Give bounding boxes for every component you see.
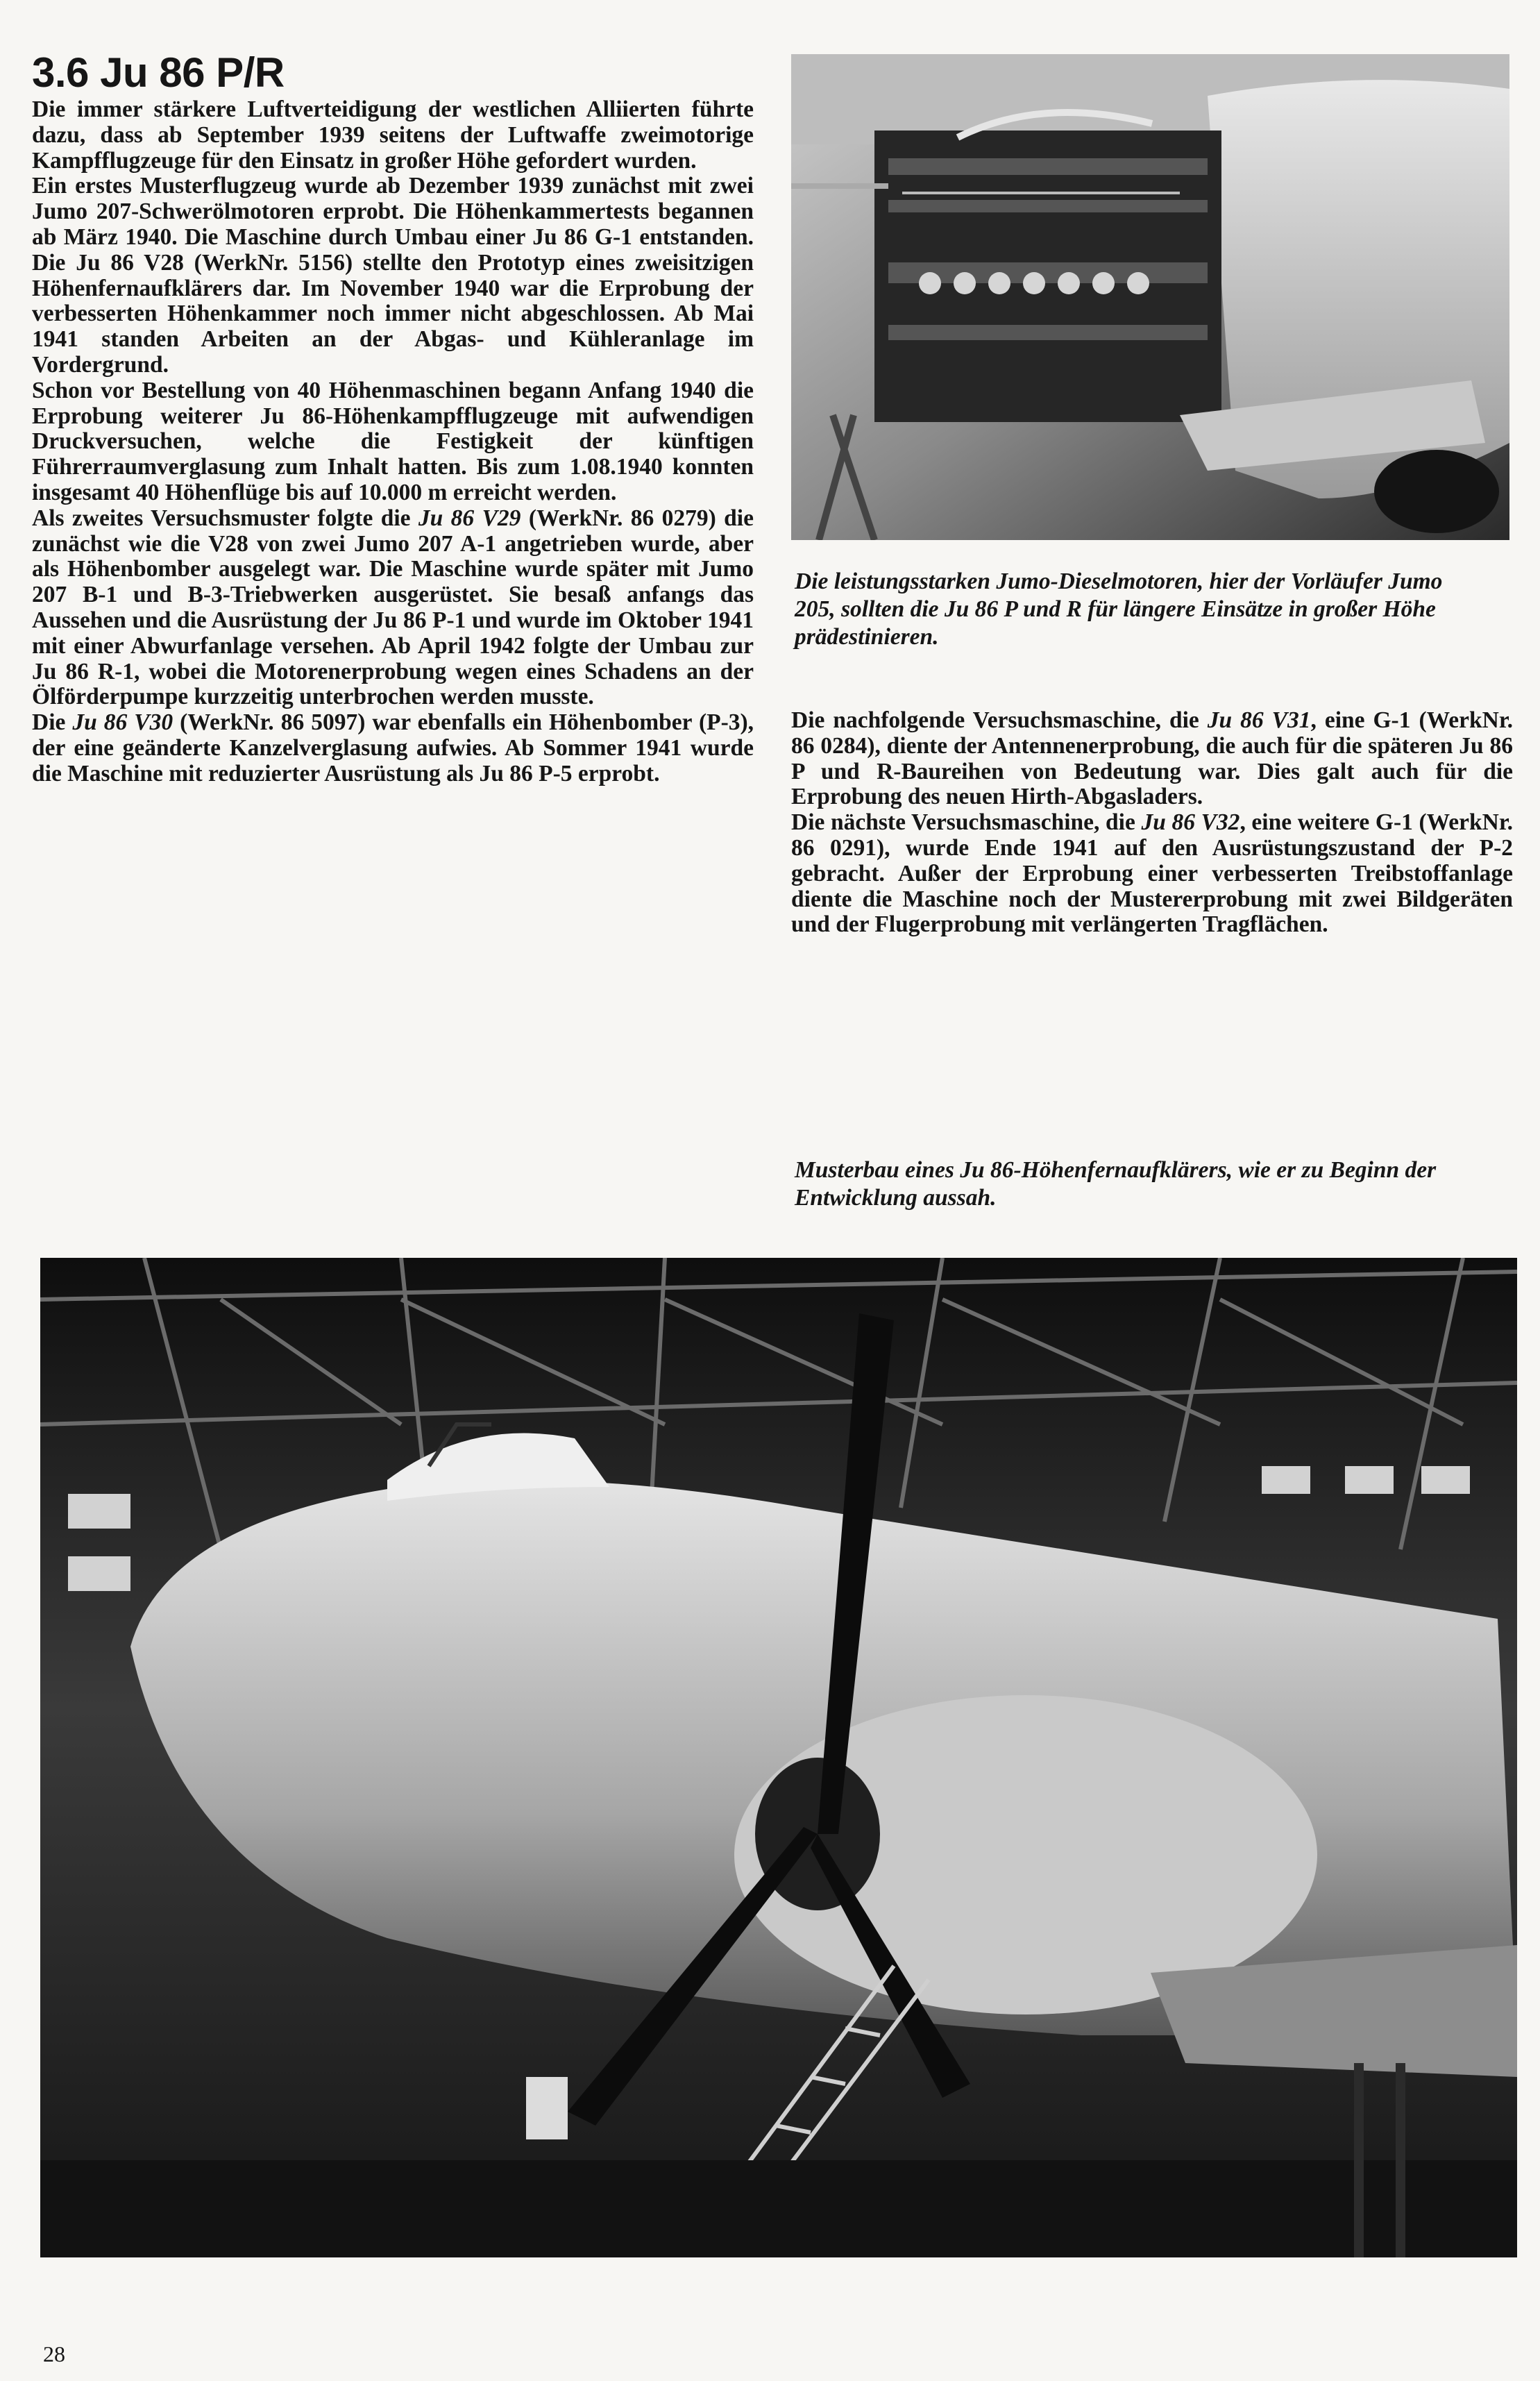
paragraph-4 bbox=[32, 506, 754, 710]
paragraph-5-start: Die bbox=[32, 709, 73, 736]
paragraph-4-start: Als zweites Versuchsmuster folgte die bbox=[32, 505, 418, 531]
paragraph-6-start: Die nachfolgende Versuchsmaschine, die bbox=[791, 707, 1208, 733]
aircraft-designation-v31: Ju 86 V31 bbox=[1207, 707, 1311, 733]
paragraph-3: Schon vor Bestellung von 40 Höhenmaschinen begann Anfang 1940 die Erprobung weiterer Ju 86-Höhenkampfflugzeuge mit aufwendigen Druckversuchen, welche die Festigkeit der künftigen Führerraumverglasung zum Inhalt hatten. Bis zum 1.08.1940 konnten insgesamt 40 Höhenflüge bis auf 10.000 m erreicht werden. bbox=[32, 377, 754, 505]
paragraph-7 bbox=[791, 810, 1513, 938]
aircraft-photo-caption: Musterbau eines Ju 86-Höhenfernaufklärers, wie er zu Beginn der Entwicklung aussah. bbox=[795, 1157, 1437, 1211]
paragraph-7-start: Die nächste Versuchsmaschine, die bbox=[791, 809, 1142, 836]
aircraft-designation-v30: Ju 86 V30 bbox=[72, 709, 174, 736]
aircraft-hangar-photo bbox=[40, 1258, 1517, 2257]
left-text-column bbox=[32, 97, 754, 787]
right-text-column bbox=[791, 708, 1513, 938]
paragraph-6-rest: , eine G-1 (WerkNr. 86 0284), diente der Antennenerprobung, die auch für die späteren Ju 86 P und R-Baureihen von Bedeutung war. Dies galt auch für die Erprobung des neuen Hirth-Abgasladers. bbox=[791, 707, 1513, 810]
paragraph-5-rest: (WerkNr. 86 5097) war ebenfalls ein Höhenbomber (P-3), der eine geänderte Kanzelverglasung aufwies. Ab Sommer 1941 wurde die Maschine mit reduzierter Ausrüstung als Ju 86 P-5 erprobt. bbox=[32, 709, 754, 786]
aircraft-designation-v29: Ju 86 V29 bbox=[418, 505, 521, 531]
section-title: 3.6 Ju 86 P/R bbox=[32, 49, 285, 96]
paragraph-2: Ein erstes Musterflugzeug wurde ab Dezember 1939 zunächst mit zwei Jumo 207-Schwerölmotoren erprobt. Die Höhenkammertests begannen ab März 1940. Die Maschine durch Umbau einer Ju 86 G-1 entstanden. Die Ju 86 V28 (WerkNr. 5156) stellte den Prototyp eines zweisitzigen Höhenfernaufklärers dar. Im November 1940 war die Erprobung der verbesserten Höhenkammer noch immer nicht abgeschlossen. Ab Mai 1941 standen Arbeiten an der Abgas- und Kühleranlage im Vordergrund. bbox=[32, 173, 754, 378]
aircraft-designation-v32: Ju 86 V32 bbox=[1141, 809, 1240, 836]
engine-photo bbox=[791, 54, 1509, 540]
paragraph-6 bbox=[791, 708, 1513, 810]
paragraph-7-rest: , eine weitere G-1 (WerkNr. 86 0291), wurde Ende 1941 auf den Ausrüstungszustand der P-2 gebracht. Außer der Erprobung einer verbesserten Treibstoffanlage diente die Maschine noch der Mustererprobung mit zwei Bildgeräten und der Flugerprobung mit verlängerten Tragflächen. bbox=[791, 809, 1514, 938]
paragraph-4-rest: (WerkNr. 86 0279) die zunächst wie die V28 von zwei Jumo 207 A-1 angetrieben wurde, aber als Höhenbomber ausgelegt war. Die Maschine wurde später mit Jumo 207 B-1 und B-3-Triebwerken ausgerüstet. Sie besaß anfangs das Aussehen und die Ausrüstung der Ju 86 P-1 und wurde im Oktober 1941 mit einer Abwurfanlage versehen. Ab April 1942 folgte der Umbau zur Ju 86 R-1, wobei die Motorenerprobung wegen eines Schadens an der Ölförderpumpe kurzzeitig unterbrochen werden musste. bbox=[32, 505, 754, 710]
page-number: 28 bbox=[43, 2341, 65, 2366]
paragraph-5 bbox=[32, 710, 754, 786]
engine-photo-caption: Die leistungsstarken Jumo-Dieselmotoren, hier der Vorläufer Jumo 205, sollten die Ju 86 P und R für längere Einsätze in großer Höhe prädestinieren. bbox=[795, 569, 1443, 650]
paragraph-1: Die immer stärkere Luftverteidigung der westlichen Alliierten führte dazu, dass ab September 1939 seitens der Luftwaffe zweimotorige Kampfflugzeuge für den Einsatz in großer Höhe gefordert wurden. bbox=[32, 96, 754, 174]
